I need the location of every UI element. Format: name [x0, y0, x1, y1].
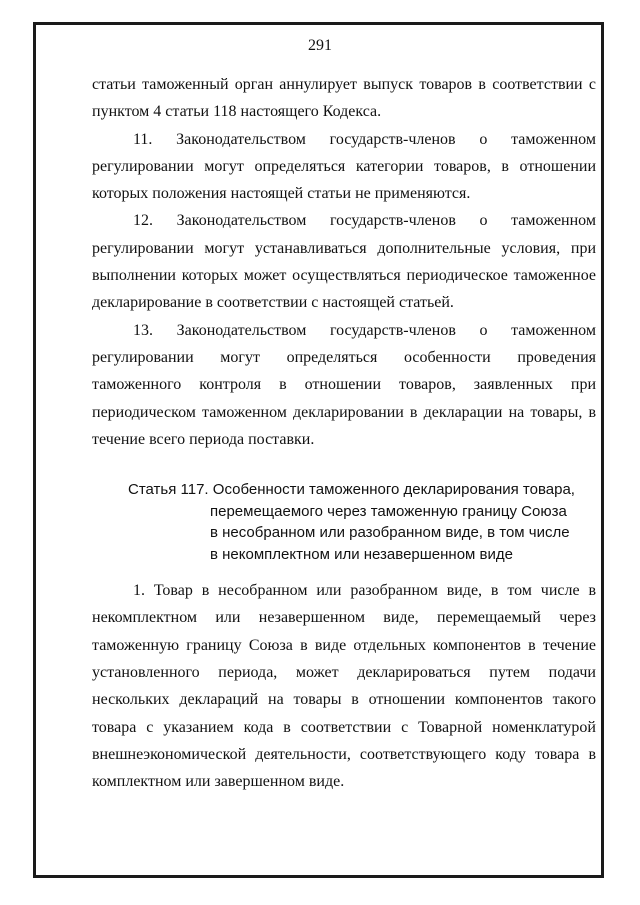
paragraph-item-1: 1. Товар в несобранном или разобранном виде, в том числе в некомплектном или незавершенном виде, перемещаемый через таможенную границу Союза в виде отдельных компонентов в течение установленного периода, может декларироваться путем подачи нескольких деклараций на товары в отношении компонентов такого товара с указанием кода в соответствии с Товарной номенклатурой внешнеэкономической деятельности, соответствующего коду товара в комплектном или завершенном виде. [92, 582, 596, 791]
article-heading [92, 479, 596, 565]
page-number: 291 [308, 37, 332, 54]
article-heading-line: в некомплектном или незавершенном виде [210, 545, 513, 563]
paragraph-item-12: 12. Законодательством государств-членов о таможенном регулировании могут устанавливаться дополнительные условия, при выполнении которых может осуществляться периодическое таможенное декларирование в соответствии с настоящей статьей. [92, 212, 596, 312]
document-body [92, 71, 596, 796]
paragraph-item-13: 13. Законодательством государств-членов о таможенном регулировании могут определяться особенности проведения таможенного контроля в отношении товаров, заявленных при периодическом таможенном декларировании в декларации на товары, в течение всего периода поставки. [92, 321, 596, 448]
paragraph-item-11: 11. Законодательством государств-членов о таможенном регулировании могут определяться категории товаров, в отношении которых положения настоящей статьи не применяются. [92, 130, 596, 203]
article-heading-line: перемещаемого через таможенную границу Союза [210, 502, 567, 520]
article-heading-line: Статья 117. Особенности таможенного декларирования товара, [128, 481, 575, 499]
paragraph-continuation: статьи таможенный орган аннулирует выпуск товаров в соответствии с пунктом 4 статьи 118 настоящего Кодекса. [92, 76, 596, 121]
article-heading-line: в несобранном или разобранном виде, в том числе [210, 524, 570, 542]
